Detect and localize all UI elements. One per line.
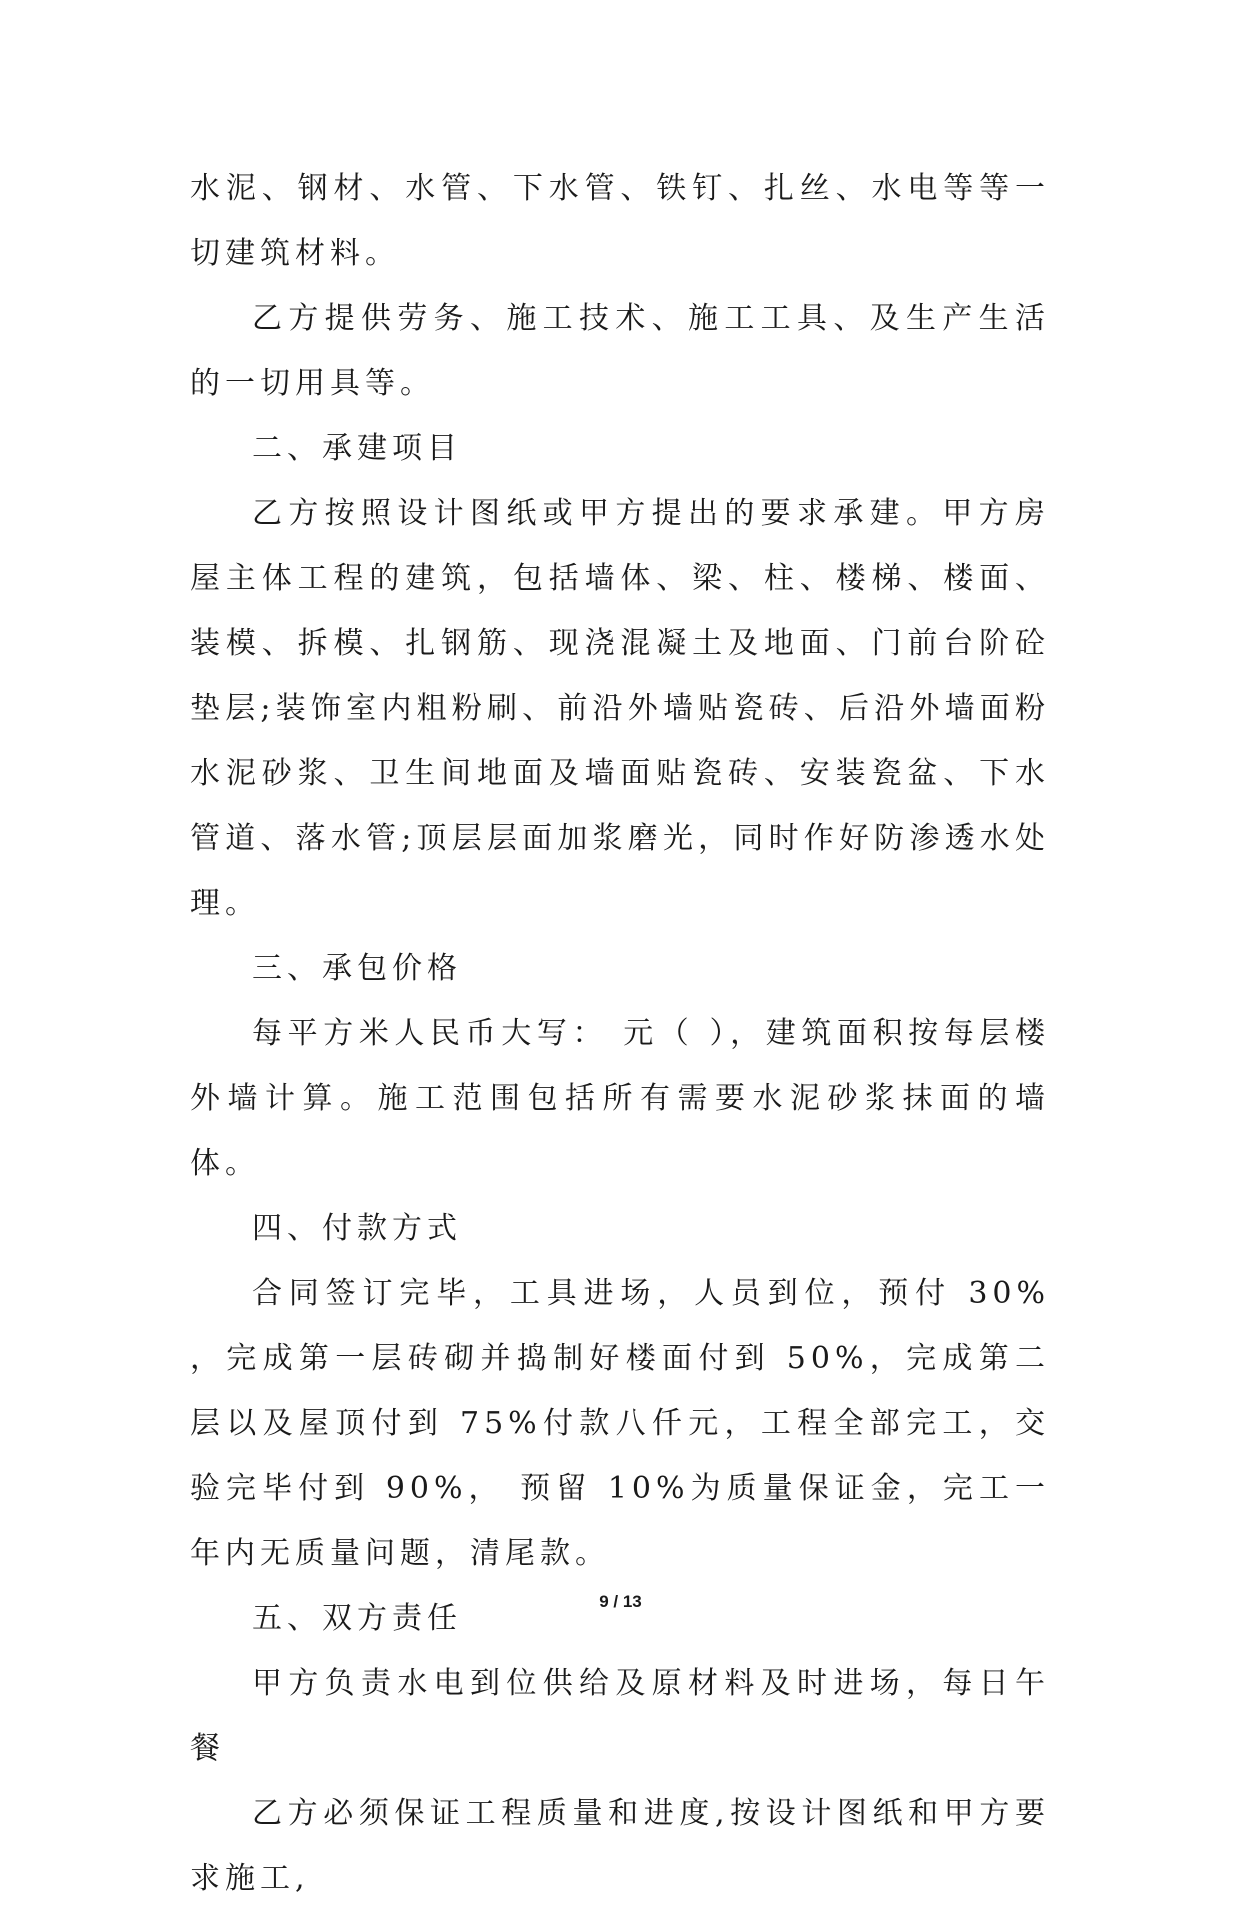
paragraph-party-b-provides: 乙方提供劳务、施工技术、施工工具、及生产生活的一切用具等。 [190,301,1050,401]
document-body [190,156,1050,1911]
section-heading-construction-items: 二、承建项目 [252,431,462,466]
page-number: 9 / 13 [599,1592,642,1611]
paragraph-construction-scope: 乙方按照设计图纸或甲方提出的要求承建。甲方房屋主体工程的建筑，包括墙体、梁、柱、楼梯、楼面、装模、拆模、扎钢筋、现浇混凝土及地面、门前台阶砼垫层;装饰室内粗粉刷、前沿外墙贴瓷砖、后沿外墙面粉水泥砂浆、卫生间地面及墙面贴瓷砖、安装瓷盆、下水管道、落水管;顶层层面加浆磨光，同时作好防渗透水处理。 [190,496,1050,921]
section-heading-contract-price: 三、承包价格 [252,951,462,986]
section-heading-responsibilities: 五、双方责任 [252,1601,462,1636]
paragraph-party-b-responsibility: 乙方必须保证工程质量和进度,按设计图纸和甲方要求施工, [190,1796,1050,1896]
paragraph-price: 每平方米人民币大写： 元（ ），建筑面积按每层楼外墙计算。施工范围包括所有需要水泥砂浆抹面的墙体。 [190,1016,1050,1181]
paragraph-materials: 水泥、钢材、水管、下水管、铁钉、扎丝、水电等等一切建筑材料。 [190,171,1050,271]
paragraph-payment: 合同签订完毕，工具进场，人员到位，预付 30% ，完成第一层砖砌并捣制好楼面付到 50%，完成第二层以及屋顶付到 75%付款八仟元，工程全部完工，交验完毕付到 90%， 预留 10%为质量保证金，完工一年内无质量问题，清尾款。 [190,1276,1050,1571]
paragraph-party-a-responsibility: 甲方负责水电到位供给及原材料及时进场，每日午餐 [190,1666,1050,1766]
section-heading-payment-method: 四、付款方式 [252,1211,462,1246]
